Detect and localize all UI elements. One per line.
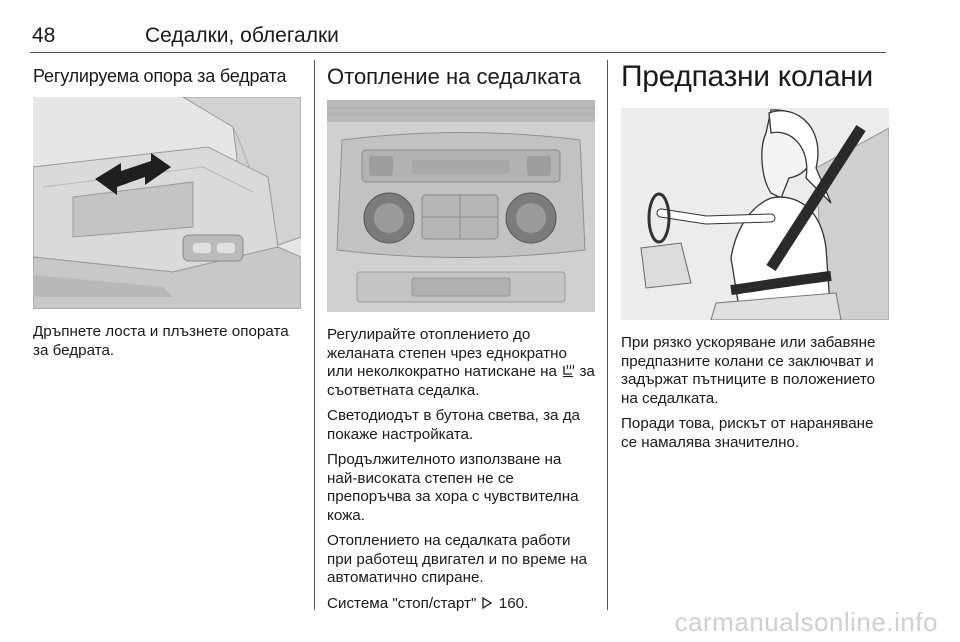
cross-reference[interactable]: Система "стоп/старт" 160.	[327, 594, 529, 612]
column-divider	[314, 60, 315, 610]
column-divider	[607, 60, 608, 610]
paragraph: Поради това, рискът от нараняване се намалява значително.	[621, 415, 874, 451]
paragraph: Продължителното използване на най-високата степен не се препоръчва за хора с чувствителна кожа.	[327, 451, 579, 524]
column-seat-heating	[327, 62, 595, 620]
seat-heating-icon	[561, 364, 575, 378]
section-heading: Предпазни колани	[621, 60, 873, 93]
page-header	[30, 22, 886, 53]
page-number: 48	[32, 24, 56, 47]
column-thigh-support	[33, 62, 301, 367]
paragraph: Светодиодът в бутона светва, за да покаже настройката.	[327, 407, 581, 443]
chapter-title: Седалки, облегалки	[145, 24, 339, 47]
instruction-text: Дръпнете лоста и плъзнете опората за бедрата.	[33, 323, 289, 359]
seat-heating-panel-illustration	[327, 100, 595, 312]
section-heading: Отопление на седалката	[327, 64, 582, 89]
paragraph: Регулирайте отоплението до желаната степен чрез еднократно или неколкократно натискане на за съответната седалка.	[327, 326, 595, 399]
column-seat-belts	[621, 62, 889, 459]
paragraph: При рязко ускоряване или забавяне предпазните колани се заключват и задържат пътниците в положението на седалката.	[621, 334, 876, 407]
page-reference-icon	[481, 596, 495, 610]
watermark: carmanualsonline.info	[674, 607, 938, 637]
seat-belt-illustration	[621, 108, 889, 320]
section-heading: Регулируема опора за бедрата	[33, 66, 287, 86]
paragraph: Отоплението на седалката работи при работещ двигател и по време на автоматично спиране.	[327, 532, 588, 586]
seat-thigh-support-illustration	[33, 97, 301, 309]
